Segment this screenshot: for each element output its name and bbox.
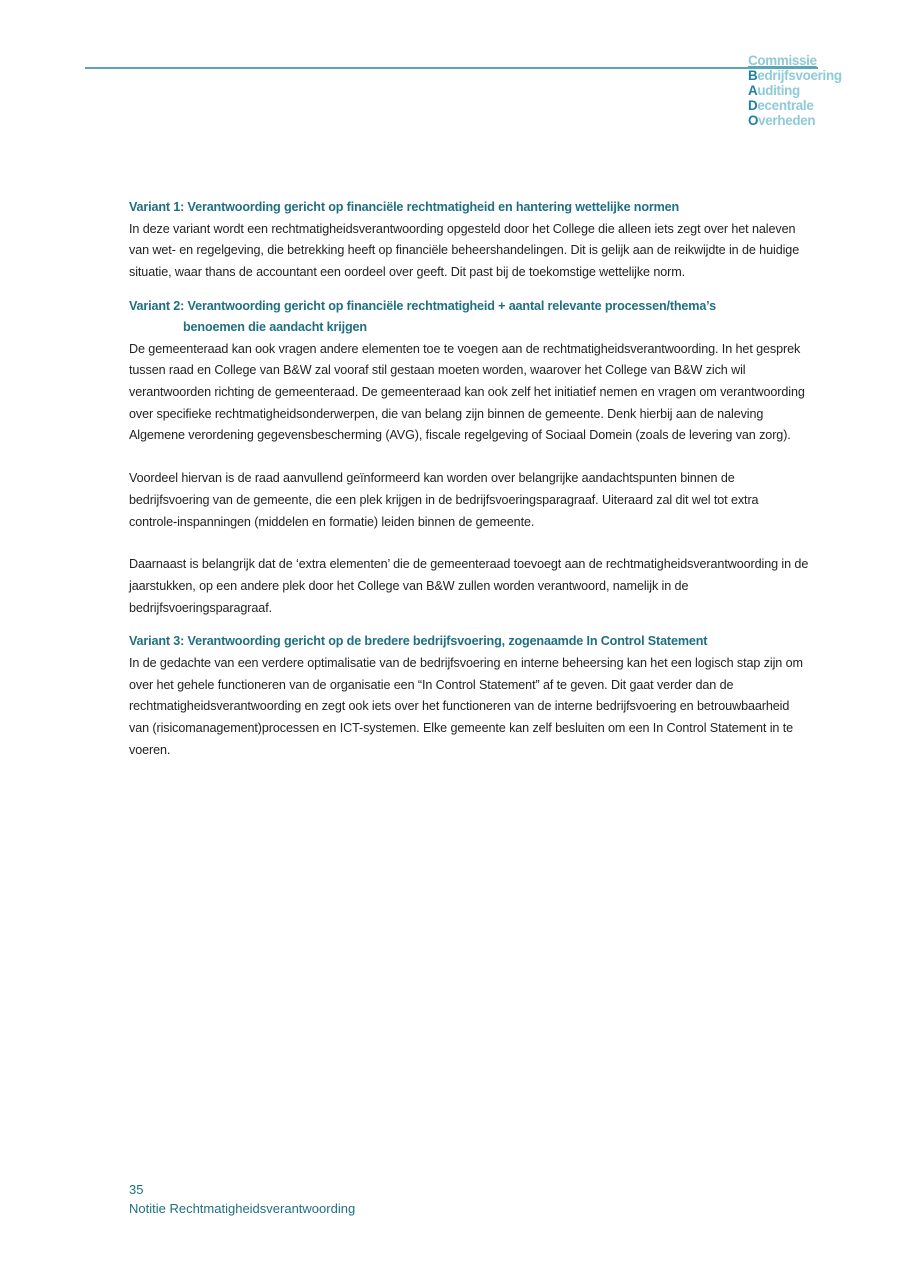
- variant-3-paragraph: In de gedachte van een verdere optimalisatie van de bedrijfsvoering en interne beheersing kan het een logisch stap zijn om over het gehele functioneren van de organisatie een “In Control Statement” af te geven. Dit gaat verder dan de rechtmatigheidsverantwoording en zegt ook iets over het functioneren van de interne bedrijfsvoering en betrouwbaarheid van (risicomanagement)processen en ICT-systemen. Elke gemeente kan zelf besluiten om een In Control Statement in te voeren.: [129, 655, 803, 757]
- section-variant-1: [129, 197, 809, 284]
- section-variant-3: [129, 631, 809, 761]
- organization-logo: [748, 53, 842, 128]
- variant-3-heading: Variant 3: Verantwoording gericht op de bredere bedrijfsvoering, zogenaamde In Control Statement: [129, 634, 708, 649]
- variant-2-heading-line-2: benoemen die aandacht krijgen: [183, 320, 367, 335]
- logo-line-decentrale: Decentrale: [748, 98, 814, 113]
- variant-2-paragraph-2: Voordeel hiervan is de raad aanvullend geïnformeerd kan worden over belangrijke aandachtspunten binnen de bedrijfsvoering van de gemeente, die een plek krijgen in de bedrijfsvoeringsparagraaf. Uiteraard zal dit wel tot extra controle-inspanningen (middelen en formatie) leiden binnen de gemeente.: [129, 471, 759, 529]
- document-title: Notitie Rechtmatigheidsverantwoording: [129, 1201, 356, 1216]
- document-body: [129, 197, 809, 761]
- logo-line-commissie: Commissie: [748, 53, 817, 68]
- logo-line-auditing: Auditing: [748, 83, 800, 98]
- section-variant-2: [129, 296, 809, 620]
- variant-2-heading-line-1: Variant 2: Verantwoording gericht op financiële rechtmatigheid + aantal relevante processen/thema’s: [129, 298, 716, 313]
- variant-2-paragraph-1: De gemeenteraad kan ook vragen andere elementen toe te voegen aan de rechtmatigheidsverantwoording. In het gesprek tussen raad en College van B&W zal vooraf stil gestaan moeten worden, waarover het College van B&W zich wil verantwoorden richting de gemeenteraad. De gemeenteraad kan ook zelf het initiatief nemen en vragen om verantwoording over specifieke rechtmatigheidsonderwerpen, die van belang zijn binnen de gemeente. Denk hierbij aan de naleving Algemene verordening gegevensbescherming (AVG), fiscale regelgeving of Sociaal Domein (zoals de levering van zorg).: [129, 341, 805, 443]
- variant-1-heading: Variant 1: Verantwoording gericht op financiële rechtmatigheid en hantering wettelijke normen: [129, 200, 680, 214]
- page-number: 35: [129, 1182, 144, 1197]
- logo-line-bedrijfsvoering: Bedrijfsvoering: [748, 68, 842, 83]
- variant-1-paragraph: In deze variant wordt een rechtmatigheidsverantwoording opgesteld door het College die alleen iets zegt over het naleven van wet- en regelgeving, die betrekking heeft op financiële beheershandelingen. Dit is gelijk aan de reikwijdte in de huidige situatie, waar thans de accountant een oordeel over geeft. Dit past bij de toekomstige wettelijke norm.: [129, 221, 800, 279]
- logo-line-overheden: Overheden: [748, 113, 816, 128]
- page-footer: [129, 1180, 355, 1218]
- variant-2-heading: [129, 296, 809, 339]
- variant-2-paragraph-3: Daarnaast is belangrijk dat de ‘extra elementen’ die de gemeenteraad toevoegt aan de rechtmatigheidsverantwoording in de jaarstukken, op een andere plek door het College van B&W zullen worden verantwoord, namelijk in de bedrijfsvoeringsparagraaf.: [129, 557, 809, 615]
- header-rule: [85, 67, 818, 69]
